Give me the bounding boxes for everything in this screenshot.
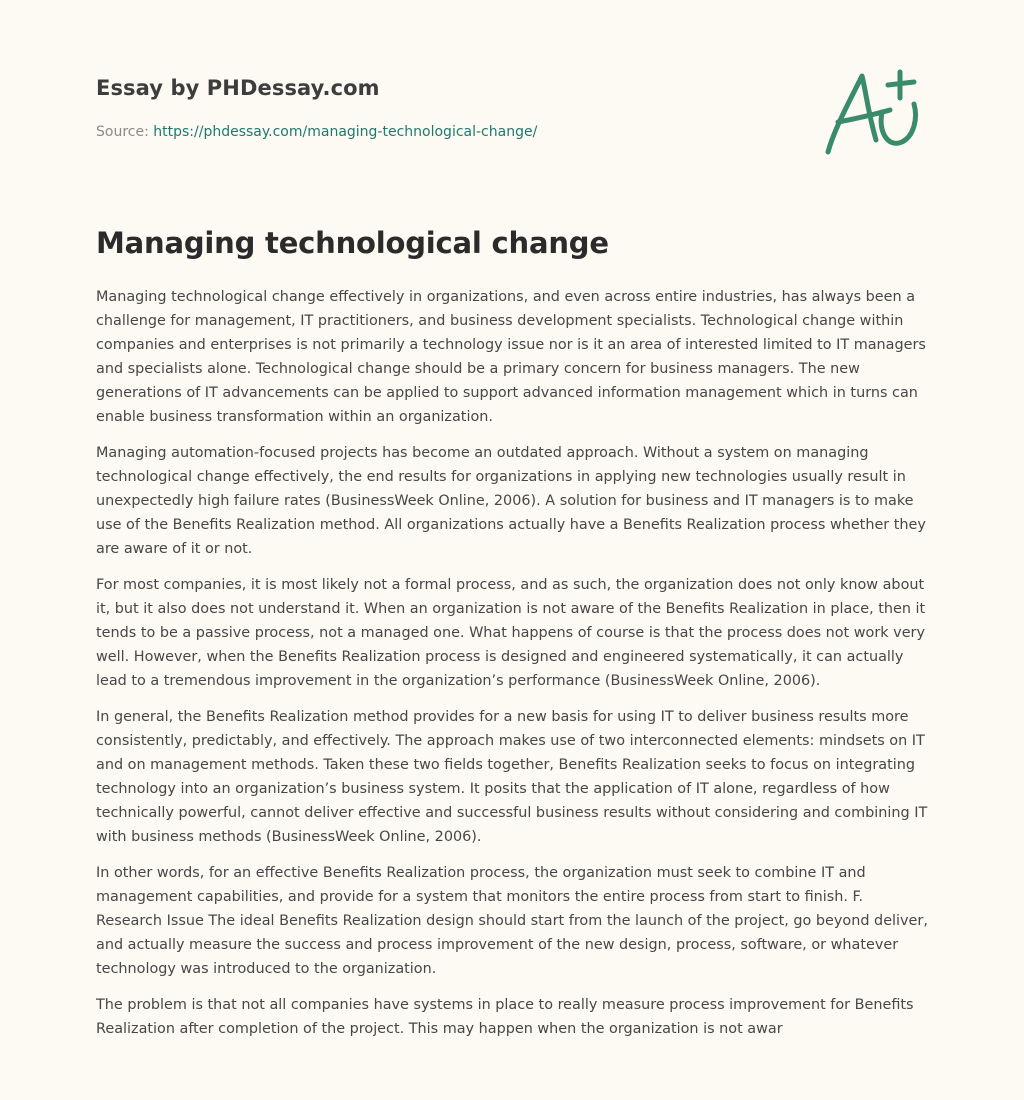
paragraph: In other words, for an effective Benefits Realization process, the organization must seek to combine IT and management capabilities, and provide for a system that monitors the entire process from start to finish. F. Research Issue The ideal Benefits Realization design should start from the launch of the project, go beyond deliver, and actually measure the success and process improvement of the new design, process, software, or whatever technology was introduced to the organization. xyxy=(96,865,928,977)
paragraph: Managing technological change effectively in organizations, and even across entire industries, has always been a challenge for management, IT practitioners, and business development specialists. Technological change within companies and enterprises is not primarily a technology issue nor is it an area of interested limited to IT managers and specialists alone. Technological change should be a primary concern for business managers. The new generations of IT advancements can be applied to support advanced information management which in turns can enable business transformation within an organization. xyxy=(96,289,926,425)
paragraph: The problem is that not all companies have systems in place to really measure process improvement for Benefits Realization after completion of the project. This may happen when the organization is not awar xyxy=(96,997,914,1037)
paragraph: Managing automation-focused projects has become an outdated approach. Without a system on managing technological change effectively, the end results for organizations in applying new technologies usually result in unexpectedly high failure rates (BusinessWeek Online, 2006). A solution for business and IT managers is to make use of the Benefits Realization method. All organizations actually have a Benefits Realization process whether they are aware of it or not. xyxy=(96,445,926,557)
source-link[interactable]: https://phdessay.com/managing-technological-change/ xyxy=(153,124,538,140)
paragraph: In general, the Benefits Realization method provides for a new basis for using IT to deliver business results more consistently, predictably, and effectively. The approach makes use of two interconnected elements: mindsets on IT and on management methods. Taken these two fields together, Benefits Realization seeks to focus on integrating technology into an organization’s business system. It posits that the application of IT alone, regardless of how technically powerful, cannot deliver effective and successful business results without considering and combining IT with business methods (BusinessWeek Online, 2006). xyxy=(96,709,928,845)
essay-page xyxy=(96,0,932,1100)
a-plus-grade-icon xyxy=(822,68,926,162)
paragraph: For most companies, it is most likely not a formal process, and as such, the organization does not only know about it, but it also does not understand it. When an organization is not aware of the Benefits Realization in place, then it tends to be a passive process, not a managed one. What happens of course is that the process does not work very well. However, when the Benefits Realization process is designed and engineered systematically, it can actually lead to a tremendous improvement in the organization’s performance (BusinessWeek Online, 2006). xyxy=(96,577,926,689)
essay-body xyxy=(96,285,932,1053)
site-title: Essay by PHDessay.com xyxy=(96,76,380,100)
source-label: Source: xyxy=(96,124,149,140)
essay-title: Managing technological change xyxy=(96,226,609,260)
page-header xyxy=(96,74,932,164)
source-line xyxy=(96,124,537,140)
